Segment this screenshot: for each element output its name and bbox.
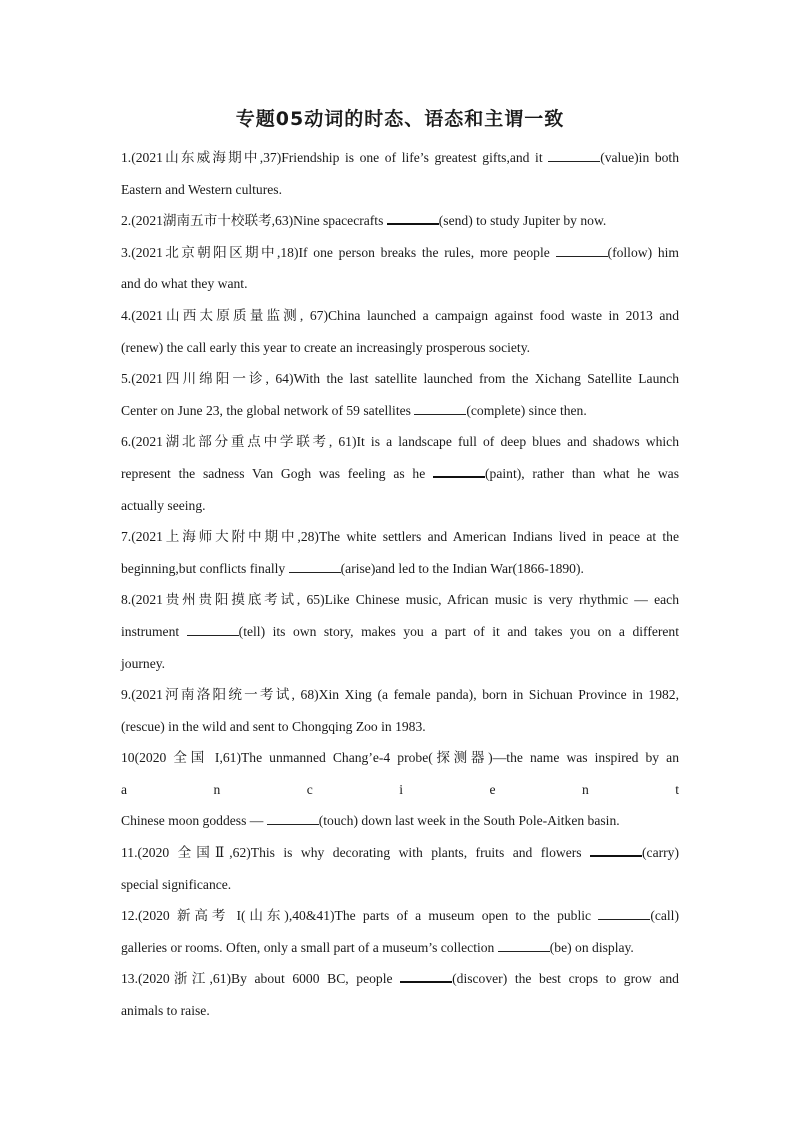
text-segment: 5.(2021四川绵阳一诊, 64)With the last satellite launched from the Xichang Satellite Launch: [121, 371, 679, 387]
text-line: [121, 426, 679, 458]
answer-blank: [548, 150, 600, 162]
answer-blank: [414, 403, 466, 415]
answer-blank: [598, 908, 650, 920]
text-segment: animals to raise.: [121, 1003, 210, 1019]
text-segment: 9.(2021河南洛阳统一考试, 68)Xin Xing (a female panda), born in Sichuan Province in 1982,: [121, 687, 679, 703]
text-segment: 1.(2021山东威海期中,37)Friendship is one of life’s greatest gifts,and it: [121, 150, 549, 165]
text-segment: (arise)and led to the Indian War(1866-1890).: [340, 560, 584, 576]
text-segment: (be) on display.: [549, 939, 634, 955]
text-segment: (paint), rather than what he was: [485, 465, 679, 481]
text-line: [121, 268, 679, 300]
text-line: [121, 711, 679, 743]
text-line: [121, 963, 679, 995]
text-segment: a n c i e n t: [121, 781, 679, 797]
text-line: [121, 679, 679, 711]
text-segment: 3.(2021北京朝阳区期中,18)If one person breaks the rules, more people: [121, 244, 556, 260]
text-line: [121, 174, 679, 206]
text-segment: Chinese moon goddess —: [121, 813, 267, 829]
answer-blank: [187, 624, 239, 636]
answer-blank: [400, 970, 452, 983]
text-line: [121, 648, 679, 680]
text-line: [121, 395, 679, 427]
text-line: [121, 774, 679, 806]
answer-blank: [590, 844, 642, 857]
text-line: [121, 490, 679, 522]
answer-blank: [267, 813, 319, 825]
answer-blank: [289, 561, 341, 573]
text-line: [121, 805, 679, 837]
text-segment: represent the sadness Van Gogh was feeling as he: [121, 465, 434, 481]
text-segment: galleries or rooms. Often, only a small part of a museum’s collection: [121, 939, 498, 955]
text-segment: journey.: [121, 655, 166, 671]
text-segment: 4.(2021山西太原质量监测, 67)China launched a campaign against food waste in 2013 and: [121, 307, 679, 323]
text-segment: 7.(2021上海师大附中期中,28)The white settlers and American Indians lived in peace at the: [121, 529, 679, 545]
text-line: [121, 900, 679, 932]
text-line: [121, 932, 679, 964]
text-line: [121, 521, 679, 553]
text-segment: instrument: [121, 623, 187, 639]
text-segment: (rescue) in the wild and sent to Chongqing Zoo in 1983.: [121, 718, 426, 734]
answer-blank: [433, 465, 485, 478]
text-line: [121, 995, 679, 1027]
text-segment: and do what they want.: [121, 276, 248, 292]
text-segment: (discover) the best crops to grow and: [452, 971, 679, 987]
text-segment: Center on June 23, the global network of 59 satellites: [121, 402, 415, 418]
text-segment: 8.(2021贵州贵阳摸底考试, 65)Like Chinese music, African music is very rhythmic — each: [121, 592, 679, 608]
text-line: [121, 742, 679, 774]
text-segment: (tell) its own story, makes you a part of it and takes you on a different: [238, 623, 680, 639]
exercise-list: [121, 142, 679, 1027]
text-line: [121, 458, 679, 490]
text-segment: (complete) since then.: [466, 402, 587, 418]
text-line: [121, 616, 679, 648]
text-line: [121, 332, 679, 364]
text-line: [121, 869, 679, 901]
text-line: [121, 237, 679, 269]
text-segment: 6.(2021湖北部分重点中学联考, 61)It is a landscape full of deep blues and shadows which: [121, 434, 679, 450]
answer-blank: [387, 212, 439, 225]
answer-blank: [498, 940, 550, 952]
text-segment: (carry): [642, 845, 679, 861]
text-segment: actually seeing.: [121, 497, 206, 513]
text-segment: (value)in both: [600, 150, 679, 165]
text-segment: beginning,but conflicts finally: [121, 560, 289, 576]
text-line: [121, 837, 679, 869]
text-line: [121, 205, 679, 237]
text-segment: (follow) him: [607, 244, 679, 260]
text-line: [121, 300, 679, 332]
text-line: [121, 363, 679, 395]
text-segment: 12.(2020 新高考 I(山东),40&41)The parts of a museum open to the public: [121, 908, 599, 924]
text-line: [121, 584, 679, 616]
text-segment: (send) to study Jupiter by now.: [438, 213, 607, 229]
text-segment: Eastern and Western cultures.: [121, 181, 282, 197]
text-line: [121, 553, 679, 585]
text-segment: 2.(2021湖南五市十校联考,63)Nine spacecrafts: [121, 213, 387, 229]
text-segment: special significance.: [121, 876, 232, 892]
text-segment: 10(2020 全国 I,61)The unmanned Chang’e-4 probe(探测器)—the name was inspired by an: [121, 750, 679, 766]
answer-blank: [556, 245, 608, 257]
text-segment: (call): [650, 908, 679, 924]
text-segment: (touch) down last week in the South Pole-Aitken basin.: [318, 813, 620, 829]
text-segment: 13.(2020浙江,61)By about 6000 BC, people: [121, 971, 401, 987]
text-segment: 11.(2020 全国Ⅱ,62)This is why decorating with plants, fruits and flowers: [121, 845, 591, 861]
text-segment: (renew) the call early this year to create an increasingly prosperous society.: [121, 339, 531, 355]
page-title: 专题05动词的时态、语态和主谓一致: [235, 108, 565, 130]
text-line: [121, 142, 679, 174]
